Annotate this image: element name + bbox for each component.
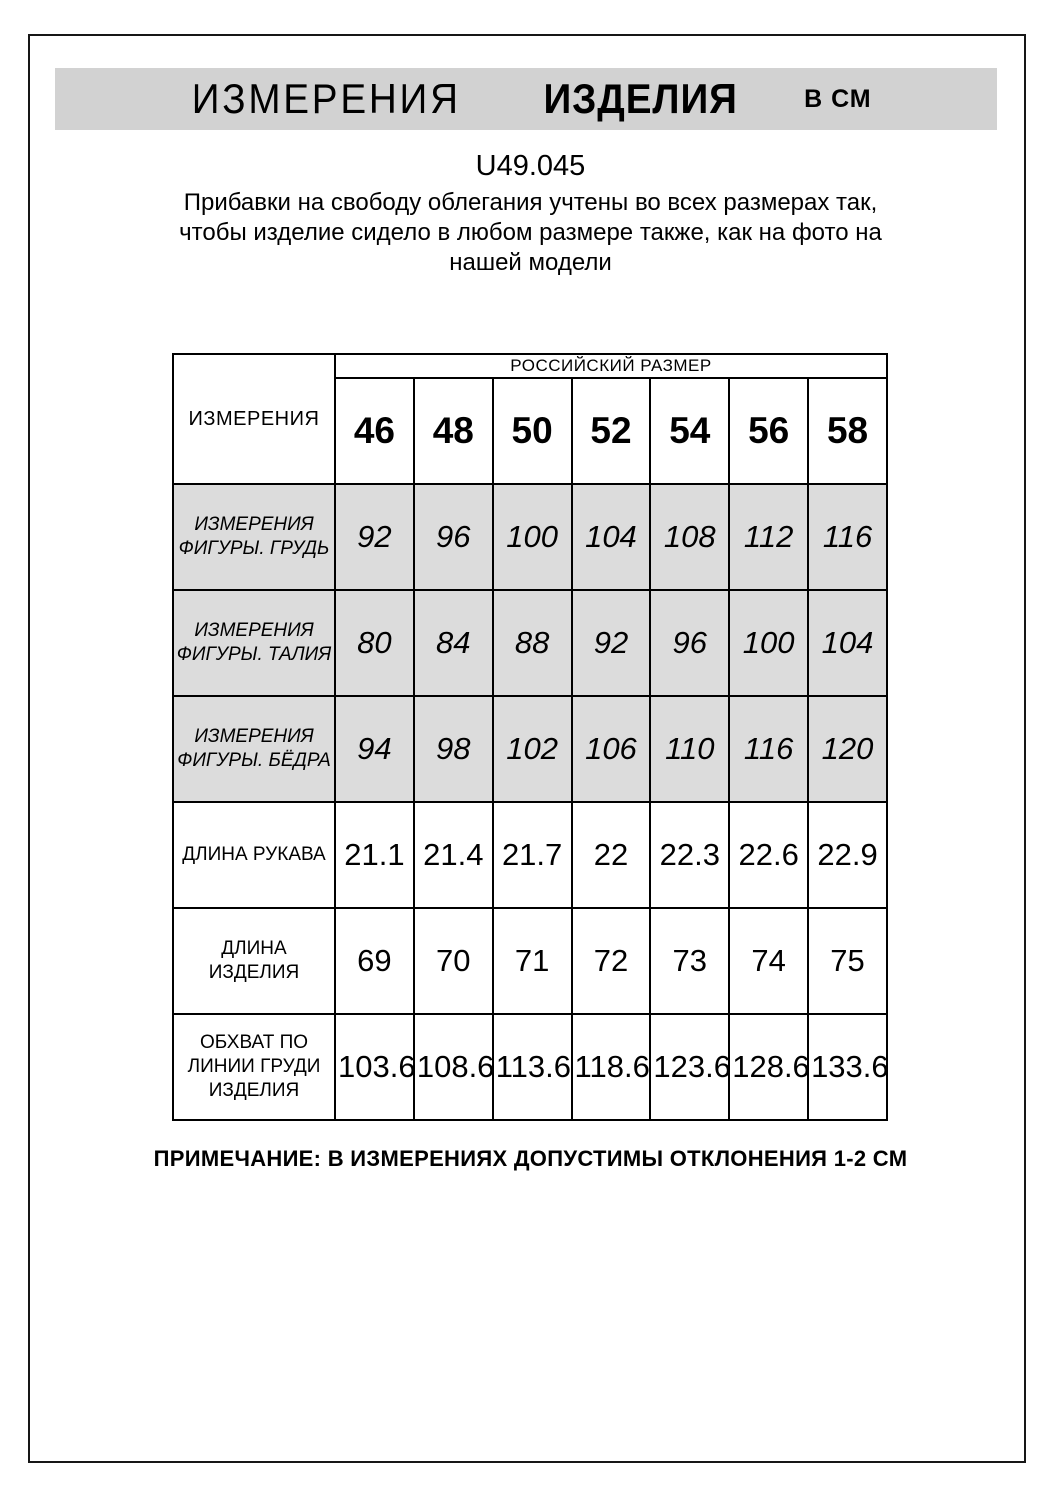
size-column-header: 54 (650, 378, 729, 484)
measurement-value-cell: 108.6 (414, 1014, 493, 1120)
size-chart-table (172, 353, 888, 1121)
measurement-value-cell: 110 (650, 696, 729, 802)
measurement-value-cell: 104 (808, 590, 887, 696)
measurement-value-cell: 116 (729, 696, 808, 802)
table-row (173, 590, 887, 696)
measurement-value-cell: 70 (414, 908, 493, 1014)
measurement-value-cell: 71 (493, 908, 572, 1014)
page-title-product: ИЗДЕЛИЯ (543, 75, 738, 122)
measurement-value-cell: 106 (572, 696, 651, 802)
measurement-value-cell: 88 (493, 590, 572, 696)
row-label: ДЛИНА ИЗДЕЛИЯ (173, 908, 335, 1014)
measurement-value-cell: 100 (493, 484, 572, 590)
measurement-value-cell: 84 (414, 590, 493, 696)
measurement-value-cell: 133.6 (808, 1014, 887, 1120)
page-title-measurements: ИЗМЕРЕНИЯ (192, 75, 462, 122)
measurement-value-cell: 113.6 (493, 1014, 572, 1120)
measurement-value-cell: 72 (572, 908, 651, 1014)
measurement-value-cell: 104 (572, 484, 651, 590)
measurement-value-cell: 22 (572, 802, 651, 908)
row-label: ИЗМЕРЕНИЯ ФИГУРЫ. ТАЛИЯ (173, 590, 335, 696)
row-label: ИЗМЕРЕНИЯ ФИГУРЫ. ГРУДЬ (173, 484, 335, 590)
measurement-value-cell: 118.6 (572, 1014, 651, 1120)
row-label: ОБХВАТ ПО ЛИНИИ ГРУДИ ИЗДЕЛИЯ (173, 1014, 335, 1120)
measurement-value-cell: 128.6 (729, 1014, 808, 1120)
table-row (173, 484, 887, 590)
measurement-value-cell: 96 (650, 590, 729, 696)
measurement-value-cell: 108 (650, 484, 729, 590)
measurement-value-cell: 92 (572, 590, 651, 696)
measurement-value-cell: 103.6 (335, 1014, 414, 1120)
measurement-value-cell: 96 (414, 484, 493, 590)
measurement-value-cell: 21.1 (335, 802, 414, 908)
measurement-value-cell: 116 (808, 484, 887, 590)
title-band (55, 68, 997, 130)
size-column-header: 46 (335, 378, 414, 484)
measurement-value-cell: 21.4 (414, 802, 493, 908)
measurement-value-cell: 123.6 (650, 1014, 729, 1120)
measurement-value-cell: 22.6 (729, 802, 808, 908)
measurement-value-cell: 80 (335, 590, 414, 696)
measurement-value-cell: 98 (414, 696, 493, 802)
row-label: ДЛИНА РУКАВА (173, 802, 335, 908)
measurement-value-cell: 120 (808, 696, 887, 802)
measurement-value-cell: 22.3 (650, 802, 729, 908)
units-label: В СМ (804, 84, 872, 113)
measurement-value-cell: 21.7 (493, 802, 572, 908)
table-row (173, 696, 887, 802)
measurement-value-cell: 69 (335, 908, 414, 1014)
size-column-header: 52 (572, 378, 651, 484)
russian-size-group-label: РОССИЙСКИЙ РАЗМЕР (335, 354, 887, 378)
size-column-header: 58 (808, 378, 887, 484)
measurement-value-cell: 94 (335, 696, 414, 802)
measurement-value-cell: 22.9 (808, 802, 887, 908)
size-column-header: 48 (414, 378, 493, 484)
measurement-value-cell: 102 (493, 696, 572, 802)
measurement-value-cell: 112 (729, 484, 808, 590)
measurement-value-cell: 92 (335, 484, 414, 590)
measurement-value-cell: 100 (729, 590, 808, 696)
fit-description-line: чтобы изделие сидело в любом размере также, как на фото на (179, 219, 882, 246)
row-label: ИЗМЕРЕНИЯ ФИГУРЫ. БЁДРА (173, 696, 335, 802)
fit-description-line: Прибавки на свободу облегания учтены во всех размерах так, (183, 189, 878, 216)
product-code: U49.045 (475, 150, 586, 182)
size-column-header: 56 (729, 378, 808, 484)
measurement-value-cell: 73 (650, 908, 729, 1014)
measurement-value-cell: 74 (729, 908, 808, 1014)
size-group-header-row (173, 354, 887, 378)
measurements-corner-label: ИЗМЕРЕНИЯ (173, 354, 335, 484)
table-row (173, 1014, 887, 1120)
measurement-value-cell: 75 (808, 908, 887, 1014)
fit-description (0, 188, 1061, 278)
size-column-header: 50 (493, 378, 572, 484)
tolerance-note: ПРИМЕЧАНИЕ: В ИЗМЕРЕНИЯХ ДОПУСТИМЫ ОТКЛОНЕНИЯ 1-2 СМ (153, 1146, 908, 1171)
table-row (173, 908, 887, 1014)
table-row (173, 802, 887, 908)
fit-description-line: нашей модели (449, 249, 612, 276)
